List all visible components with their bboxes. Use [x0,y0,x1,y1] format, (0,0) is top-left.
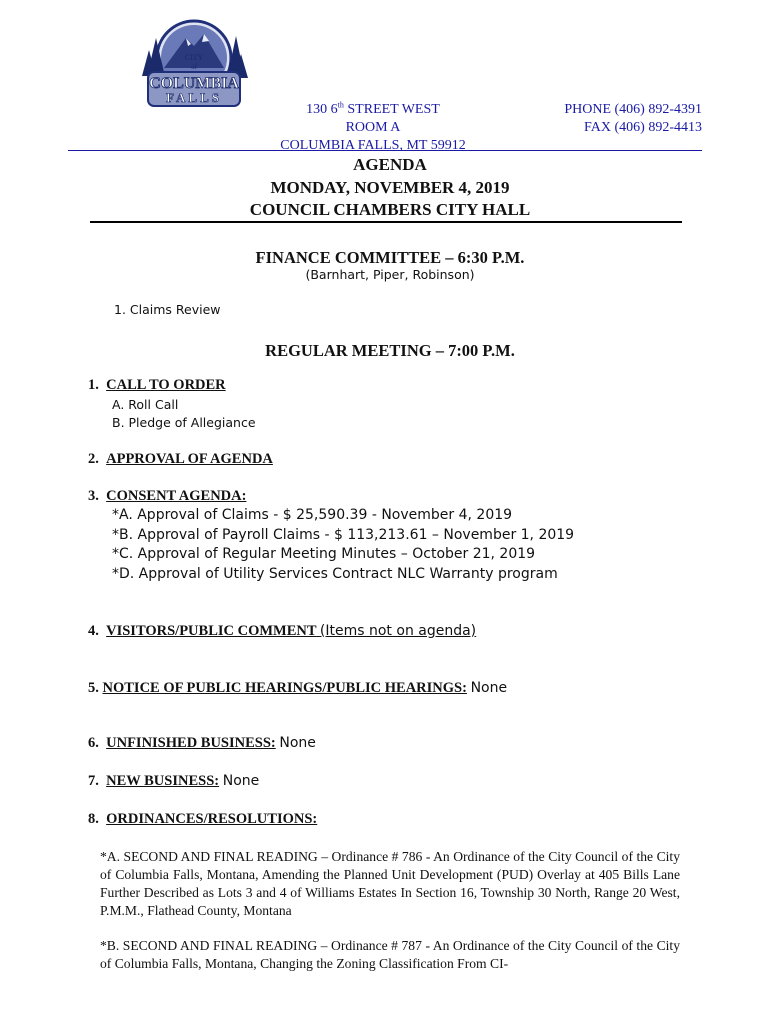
section-consent-agenda: 3. CONSENT AGENDA: [88,488,247,504]
address-street: 130 6th STREET WEST [306,100,440,117]
ordinance-786-item: *A. SECOND AND FINAL READING – Ordinance # 786 - An Ordinance of the City Council of the City of Columbia Falls, Montana, Amending the Planned Unit Development (PUD) Overlay at 405 Bills Lane Further Described as Lots 3 and 4 of Williams Estates In Section 16, Township 30 North, Range 20 West, P.M.M., Flathead County, Montana [100,849,680,918]
address-room: ROOM A [345,120,401,135]
claims-review-item: 1. Claims Review [114,302,221,317]
agenda-title: AGENDA [353,155,427,174]
title-divider [90,221,682,223]
city-logo [136,16,252,112]
finance-committee-heading: FINANCE COMMITTEE – 6:30 P.M. [255,248,525,267]
header-divider [68,150,702,151]
finance-committee-members: (Barnhart, Piper, Robinson) [305,267,475,282]
section-call-to-order: 1. CALL TO ORDER [88,377,226,393]
logo-text-columbia: COLUMBIA [149,75,239,92]
section-unfinished-business: 6. UNFINISHED BUSINESS: None [88,735,316,751]
fax-number: FAX (406) 892-4413 [584,120,702,135]
address-block [262,101,484,155]
contact-block [540,101,702,137]
logo-text-falls: FALLS [166,90,222,105]
consent-item-b: *B. Approval of Payroll Claims - $ 113,213.61 – November 1, 2019 [112,527,575,543]
consent-item-a: *A. Approval of Claims - $ 25,590.39 - November 4, 2019 [112,507,513,523]
section-visitors-public-comment: 4. VISITORS/PUBLIC COMMENT (Items not on agenda) [88,623,477,639]
section-public-hearings: 5. NOTICE OF PUBLIC HEARINGS/PUBLIC HEARINGS: None [88,680,508,696]
consent-item-c: *C. Approval of Regular Meeting Minutes – October 21, 2019 [112,546,536,562]
ordinance-787-item: *B. SECOND AND FINAL READING – Ordinance # 787 - An Ordinance of the City Council of the City of Columbia Falls, Montana, Changing the Zoning Classification From CI- [100,938,680,971]
section-new-business: 7. NEW BUSINESS: None [88,773,260,789]
address-city: COLUMBIA FALLS, MT 59912 [280,138,466,153]
logo-text-of: of [191,63,197,71]
pledge-item: B. Pledge of Allegiance [112,415,256,430]
meeting-date: MONDAY, NOVEMBER 4, 2019 [270,178,510,197]
phone-number: PHONE (406) 892-4391 [564,102,702,117]
section-ordinances-resolutions: 8. ORDINANCES/RESOLUTIONS: [88,811,318,827]
section-approval-of-agenda: 2. APPROVAL OF AGENDA [88,451,273,467]
consent-item-d: *D. Approval of Utility Services Contract NLC Warranty program [112,566,558,582]
regular-meeting-heading: REGULAR MEETING – 7:00 P.M. [265,341,515,360]
roll-call-item: A. Roll Call [112,397,179,412]
logo-text-city: CITY [184,53,204,62]
meeting-location: COUNCIL CHAMBERS CITY HALL [249,200,531,219]
